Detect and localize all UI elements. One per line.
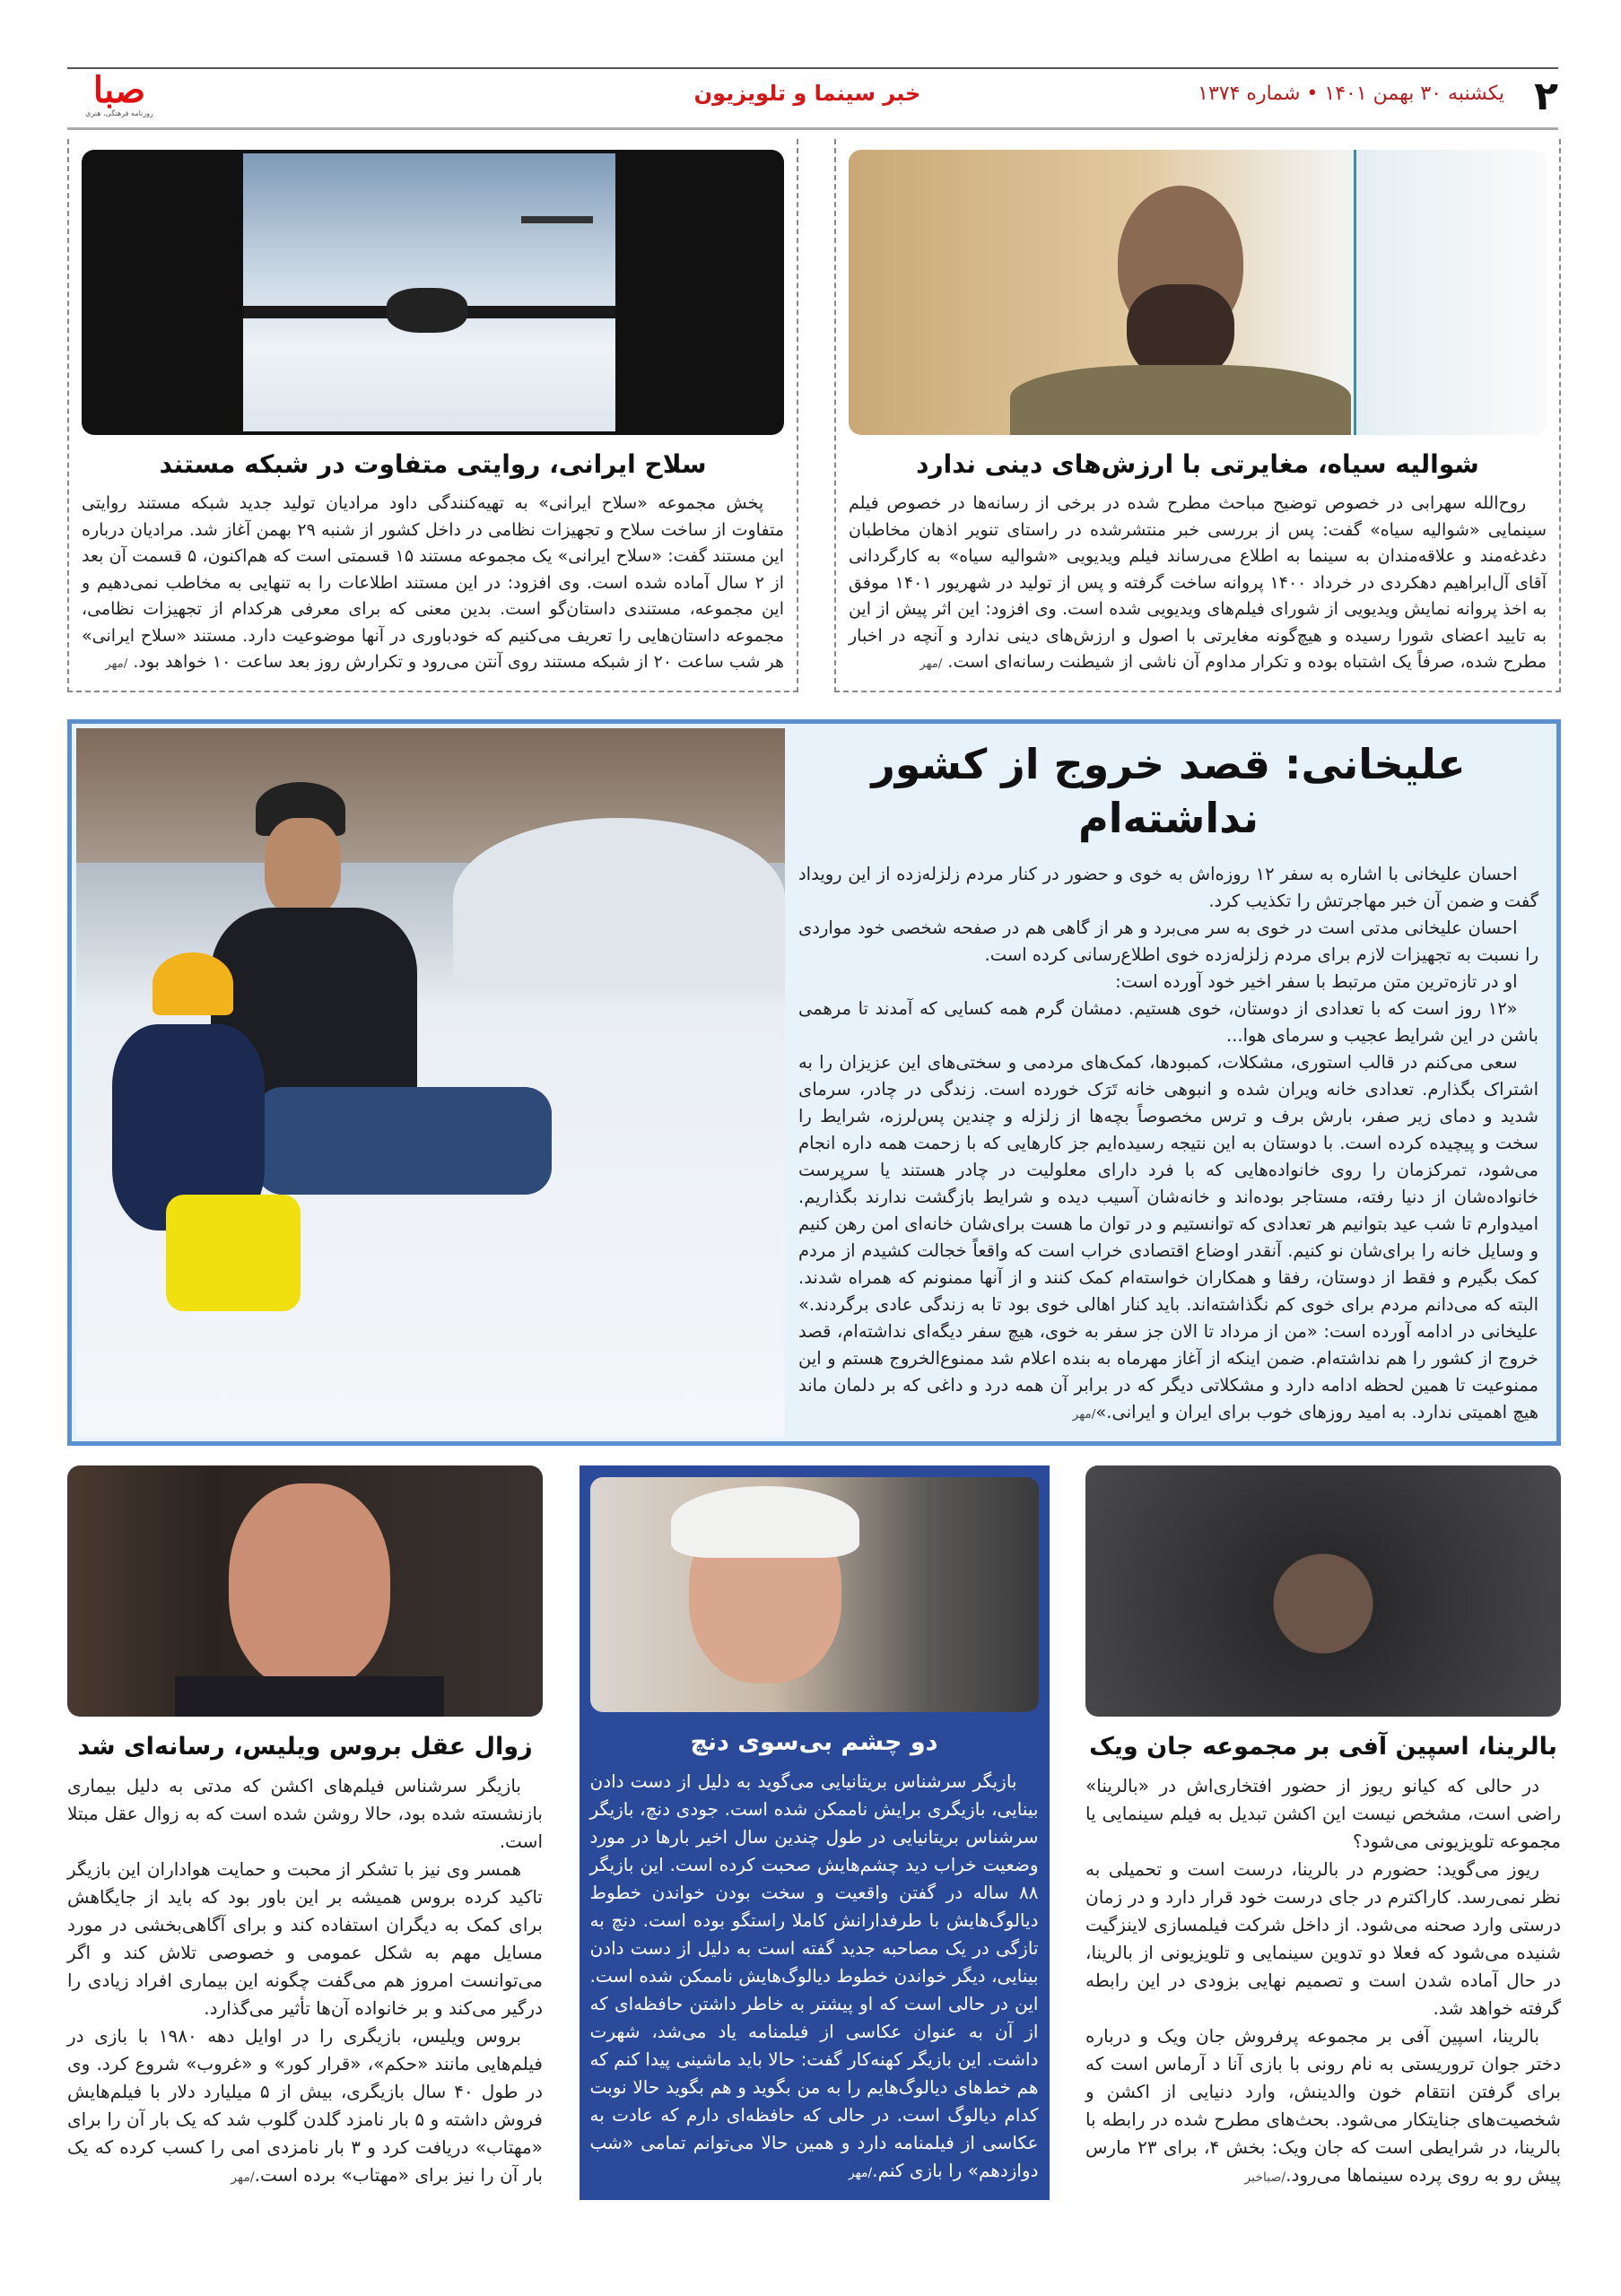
paragraph: ریوز می‌گوید: حضورم در بالرینا، درست است و تحمیلی به نظر نمی‌رسد. کاراکترم در جای درست خود قرار دارد و در زمان درستی وارد صحنه می‌شود. از داخل شرکت فیلمسازی لاینزگیت شنیده می‌شود که فعلا دو تدوین سینمایی و تلویزیونی از بالرینا، در حال آماده شدن است و تصمیم نهایی بزودی در این رابطه گرفته خواهد شد. (1085, 1857, 1561, 2019)
source: /مهر (1072, 1406, 1096, 1422)
paragraph: احسان علیخانی مدتی است در خوی به سر می‌برد و هر از گاهی هم در صفحه شخصی خود مواردی را نسبت به تجهیزات لازم برای مردم زلزله‌زده خوی اطلاع‌رسانی کرده است. (798, 917, 1538, 965)
article-willis (67, 1465, 543, 2200)
article-body (798, 861, 1538, 1428)
article-iranian-weapon (67, 139, 798, 692)
article-body (849, 491, 1547, 678)
top-row (67, 139, 1561, 692)
article-black-knight (834, 139, 1561, 692)
alikhani-snow-photo (76, 728, 785, 1437)
logo (70, 69, 169, 118)
jacket-shape (1010, 365, 1351, 435)
logo-text: صبا (92, 69, 146, 111)
article-body (82, 491, 784, 678)
bruce-willis-photo (67, 1465, 543, 1717)
paragraph: بازیگر سرشناس فیلم‌های اکشن که مدتی به دلیل بیماری بازنشسته شده بود، حالا روشن شده است که به زوال عقل مبتلا است. (67, 1774, 543, 1852)
logo-tagline: روزنامه فرهنگی، هنری (85, 109, 153, 117)
source: /مهر (105, 657, 128, 671)
source: /مهر (231, 2170, 255, 2185)
paragraph: همسر وی نیز با تشکر از محبت و حمایت هواداران این بازیگر تاکید کرده بروس همیشه بر این باور بود که باید از جایگاهش برای کمک به دیگران استفاده کند و برای آگاهی‌بخشی در مورد مسایل مهم به شکل عمومی و خصوصی تلاش کند و اگر می‌توانست امروز هم می‌گفت چگونه این بیماری افراد زیادی را درگیر می‌کند و بر خانواده آن‌ها تأثیر می‌گذارد. (67, 1857, 543, 2019)
headline: زوال عقل بروس ویلیس، رسانه‌ای شد (77, 1732, 533, 1761)
paragraph: احسان علیخانی با اشاره به سفر ۱۲ روزه‌اش به خوی و حضور در کنار مردم زلزله‌زده از این رویداد گفت و ضمن آن خبر مهاجرتش را تکذیب کرد. (798, 863, 1538, 911)
paragraph: او در تازه‌ترین متن مرتبط با سفر اخیر خود آورده است: (1115, 970, 1518, 992)
paragraph: «۱۲ روز است که با تعدادی از دوستان، خوی هستیم. دمشان گرم همه کسایی که آمدند تا مرهمی باشن در این شرایط عجیب و سرمای هوا... (798, 997, 1538, 1046)
jeans (256, 1087, 552, 1195)
header-rule (67, 127, 1558, 130)
snow-tent (453, 818, 785, 979)
source: /صباخبر (1244, 2170, 1286, 2185)
article-body (590, 1768, 1039, 2187)
source: /مهر (848, 2165, 873, 2180)
headline: سلاح ایرانی، روایتی متفاوت در شبکه مستند (159, 449, 707, 479)
page-content (67, 139, 1561, 2200)
yellow-hat (153, 952, 233, 1015)
article-body (67, 1772, 543, 2192)
source: /مهر (919, 657, 943, 671)
face-shape (229, 1483, 390, 1690)
article-ballerina (1085, 1465, 1561, 2200)
man-face (265, 818, 341, 917)
page-number: ۲ (1534, 74, 1558, 119)
headline: دو چشم بی‌سوی دنچ (690, 1727, 938, 1756)
body-text: بازیگر سرشناس بریتانیایی می‌گوید به دلیل از دست دادن بینایی، بازیگری برایش ناممکن شده است. جودی دنچ، بازیگر سرشناس بریتانیایی در طول چندین سال اخیر بارها در مورد وضعیت خراب دید چشم‌هایش صحبت کرده است. این بازیگر ۸۸ ساله در گفتن واقعیت و سخت بودن خواندن خطوط دیالوگ‌هایش با طرفدارانش کاملا راستگو بوده است. دنچ به تازگی در یک مصاحبه جدید گفته است به دلیل از دست دادن بینایی، دیگر خواندن خطوط دیالوگ‌هایش ناممکن شده است. این در حالی است که او پیشتر به خاطر داشتن حافظه‌ای که از آن به عنوان عکاسی از فیلمنامه یاد می‌شد، شهرت داشت. این بازیگر کهنه‌کار گفت: حالا باید ماشینی پیدا کنم که هم خط‌های دیالوگ‌هایم را به من بگوید و هم بگوید حالا نوبت کدام دیالوگ است. در حالی که حافظه‌ای دارم که عادت به عکاسی از فیلمنامه دارد و همین حالا می‌توانم تمامی «شب دوازدهم» را بازی کنم. (589, 1770, 1039, 2181)
date-issue: یکشنبه ۳۰ بهمن ۱۴۰۱ • شماره ۱۳۷۴ (1198, 83, 1504, 105)
yellow-pants (166, 1195, 301, 1311)
feature-text (789, 724, 1556, 1441)
john-wick-photo (1085, 1465, 1561, 1717)
small-drone (521, 216, 593, 223)
headline: علیخانی: قصد خروج از کشور نداشته‌ام (871, 739, 1466, 842)
headline: شوالیه سیاه، مغایرتی با ارزش‌های دینی ندارد (916, 449, 1479, 479)
section-title: خبر سینما و تلویزیون (693, 81, 921, 106)
judi-dench-photo (590, 1477, 1039, 1712)
article-dench (580, 1465, 1050, 2200)
drone-body (387, 288, 467, 333)
article-body (1085, 1772, 1561, 2192)
paragraph: بروس ویلیس، بازیگری را در اوایل دهه ۱۹۸۰ با بازی در فیلم‌هایی مانند «حکم»، «قرار کور» و «غروب» شروع کرد. وی در طول ۴۰ سال بازیگری، بیش از ۵ میلیارد دلار با فیلم‌هایش فروش داشته و ۵ بار نامزد گلدن گلوب شد که یک بار آن را برای «مهتاب» دریافت کرد و ۳ بار نامزدی امی را کسب کرده که یک بار آن را نیز برای «مهتاب» برده است. (67, 2024, 544, 2186)
paragraph: بالرینا، اسپین آفی بر مجموعه پرفروش جان ویک و درباره دختر جوان تروریستی به نام رونی با بازی آنا د آرماس است که برای گرفتن انتقام خون والدینش، وارد دنیایی از اکشن و شخصیت‌های جنایتکار می‌شود. بحث‌های مطرح شده در رابطه با بالرینا، در شرایطی است که جان ویک: بخش ۴، برای ۲۳ مارس پیش رو به روی پرده سینماها می‌رود. (1085, 2024, 1561, 2186)
top-rule (67, 67, 1558, 69)
poster-image (82, 150, 784, 435)
paragraph: در حالی که کیانو ریوز از حضور افتخاری‌اش در «بالرینا» راضی است، مشخص نیست این اکشن تبدیل به فیلم سینمایی یا مجموعه تلویزیونی می‌شود؟ (1085, 1774, 1561, 1852)
body-text: روح‌الله سهرابی در خصوص توضیح مباحث مطرح شده در برخی از رسانه‌ها در خصوص فیلم سینمایی «شوالیه سیاه» گفت: پس از بررسی خبر منتشرشده در راستای تنویر اذهان مخاطبان دغدغه‌مند و علاقه‌مندان به سینما به اطلاع می‌رساند فیلم ویدیویی «شوالیه سیاه» به کارگردانی آقای آل‌ابراهیم دهکردی در خرداد ۱۴۰۰ پروانه ساخت گرفته و پس از تولید در شهریور ۱۴۰۱ موفق به اخذ پروانه نمایش ویدیویی از شورای فیلم‌های ویدیویی شده است. وی افزود: این اثر پیش از این به تایید اعضای شورا رسیده و هیچ‌گونه مغایرتی با اصول و ارزش‌های دینی ندارد و آنچه در اخبار مطرح شده، صرفاً یک اشتباه بوده و تکرار مداوم آن ناشی از شیطنت رسانه‌ای است. (849, 493, 1547, 672)
banner-shape (1354, 150, 1547, 435)
paragraph: سعی می‌کنم در قالب استوری، مشکلات، کمبودها، کمک‌های مردمی و سختی‌های این عزیزان را به اشتراک بگذارم. تعدادی خانه ویران شده و انبوهی خانه تَرَک خورده است. زندگی در چادر، سرمای شدید و دمای زیر صفر، بارش برف و ترس مخصوصاً بچه‌ها از زلزله و چندین پس‌لرزه، شرایط را سخت و پیچیده کرده است. با دوستان به این نتیجه رسیده‌ایم جز کارهایی که با زحمت همه داره انجام می‌شود، تمرکزمان را روی خانواده‌هایی که با فرد دارای معلولیت در چادر هستند یا سرپرست خانواده‌شان از دنیا رفته، مستاجر بوده‌اند و خانه‌شان آسیب دیده و شرایط بازگشت ندارند بگذاریم. امیدوارم تا شب عید بتوانیم هر تعدادی که توانستیم و در توان ما هست برای‌شان خانه‌ای امن رهن کنیم و وسایل خانه را برای‌شان نو کنیم. آنقدر اوضاع اقتصادی خراب است که واقعاً خجالت کشیدم از مردم کمک بگیرم و فقط از دوستان، رفقا و همکاران خواسته‌ام کمک کنند و از آنها ممنونم که همراه شدند. البته که می‌دانم مردم برای خوی کم نگذاشته‌اند. باید کنار اهالی خوی بود تا به زندگی عادی برگردند.» علیخانی در ادامه آورده است: «من از مرداد تا الان جز سفر به خوی، هیچ سفر دیگه‌ای نداشته‌ام، قصد خروج از کشور را هم نداشته‌ام. ضمن اینکه از آغاز مهرماه به بنده اعلام شد ممنوع‌الخروج هستم و این ممنوعیت تا همین لحظه ادامه دارد و مشکلاتی دیگر که در برابر آن همه درد و داغی که بر دلمان ماند هیچ اهمیتی ندارد. به امید روزهای خوب برای ایران و ایرانی.» (798, 1051, 1538, 1422)
feature-alikhani (67, 719, 1561, 1446)
cloud-sky (243, 153, 615, 431)
bottom-row (67, 1465, 1561, 2200)
white-hair (671, 1486, 859, 1558)
sohrabi-photo (849, 150, 1547, 435)
suit-shape (175, 1676, 444, 1717)
body-text: پخش مجموعه «سلاح ایرانی» به تهیه‌کنندگی داود مرادیان تولید جدید شبکه مستند روایتی متفاوت از ساخت سلاح و تجهیزات نظامی در داخل کشور از شنبه ۲۹ بهمن آغاز شد. مرادیان درباره این مستند گفت: «سلاح ایرانی» یک مجموعه مستند ۱۵ قسمتی است که هم‌اکنون، ۵ قسمت آن بعد از ۲ سال آماده شده است. وی افزود: در این مستند اطلاعات را به تنهایی به مخاطب نمی‌دهیم و این مجموعه، مستندی داستان‌گو است. بدین معنی که برای معرفی هرکدام از تجهیزات نظامی، مجموعه داستان‌هایی را تعریف می‌کنیم که خودباوری در آنها موضوعیت دارد. مستند «سلاح ایرانی» هر شب ساعت ۲۰ از شبکه مستند روی آنتن می‌رود و تکرارش روز بعد ساعت ۱۰ خواهد بود. (82, 493, 785, 672)
headline: بالرینا، اسپین آفی بر مجموعه جان ویک (1089, 1732, 1557, 1761)
